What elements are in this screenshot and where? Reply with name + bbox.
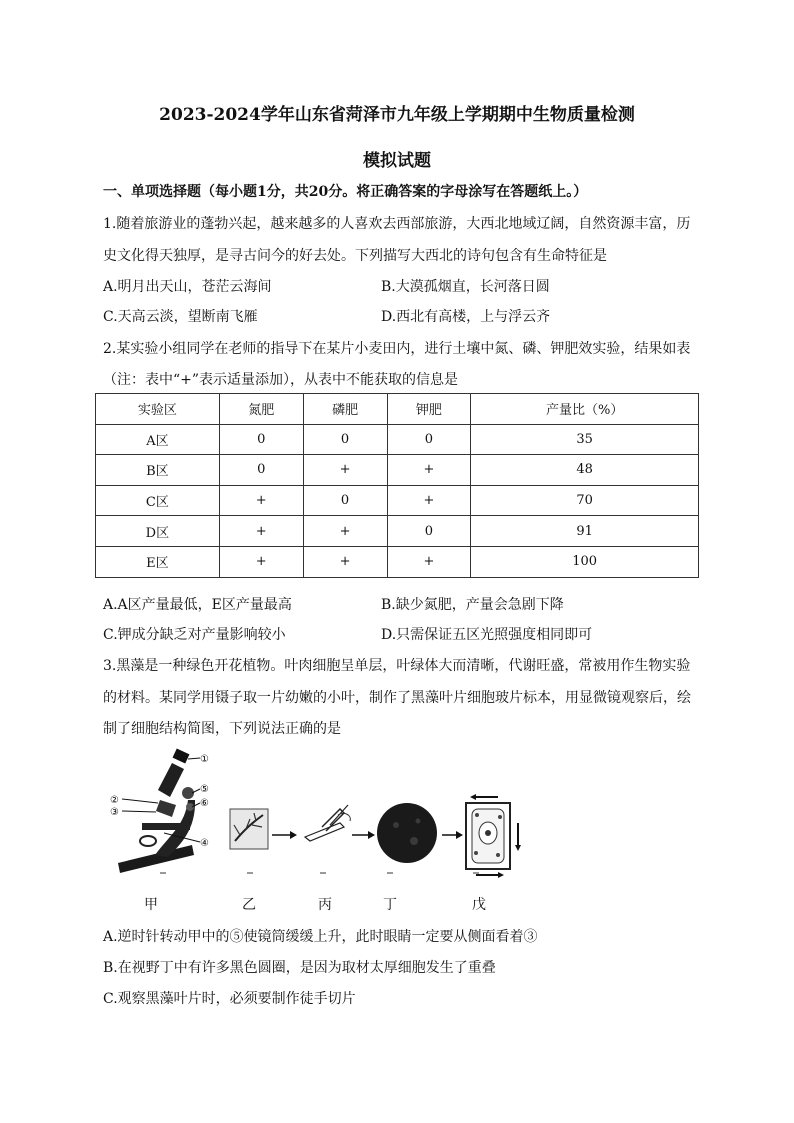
exam-title: 2023-2024学年山东省菏泽市九年级上学期期中生物质量检测	[159, 105, 635, 125]
table-cell: +	[219, 546, 303, 577]
table-cell: 48	[471, 455, 699, 486]
q3-option-a: A.逆时针转动甲中的⑤使镜筒缓缓上升，此时眼睛一定要从侧面看着③	[103, 929, 538, 945]
table-cell: 0	[387, 516, 471, 547]
table-cell: 0	[387, 424, 471, 455]
cell-diagram-illustration	[466, 794, 521, 878]
table-cell: +	[303, 546, 387, 577]
q3-stem-line2: 的材料。某同学用镊子取一片幼嫩的小叶，制作了黑藻叶片细胞玻片标本，用显微镜观察后，绘	[103, 690, 691, 706]
callout-4: ④	[200, 838, 209, 849]
microscope-illustration	[118, 749, 200, 873]
q3-stem-line3: 制了细胞结构简图，下列说法正确的是	[103, 721, 341, 737]
fertilizer-table	[95, 393, 699, 578]
table-cell: 91	[471, 516, 699, 547]
table-cell: 35	[471, 424, 699, 455]
q2-option-d: D.只需保证五区光照强度相同即可	[381, 627, 593, 643]
q3-stem-line1: 3.黑藻是一种绿色开花植物。叶肉细胞呈单层，叶绿体大而清晰，代谢旺盛，常被用作生物实验	[103, 658, 691, 674]
table-cell: B区	[96, 455, 220, 486]
table-cell: +	[387, 455, 471, 486]
q1-option-d: D.西北有高楼，上与浮云齐	[381, 309, 551, 325]
q1-option-a: A.明月出天山，苍茫云海间	[103, 279, 272, 295]
table-header: 实验区	[96, 394, 220, 425]
callout-2: ②	[110, 795, 119, 806]
figure-label-jia: 甲	[144, 897, 158, 913]
table-row	[96, 455, 699, 486]
q3-option-b: B.在视野丁中有许多黑色圆圈，是因为取材太厚细胞发生了重叠	[103, 960, 496, 976]
table-header: 磷肥	[303, 394, 387, 425]
figure-label-yi: 乙	[242, 897, 256, 913]
table-row	[96, 546, 699, 577]
arrow-icon	[456, 831, 463, 839]
table-header-row	[96, 394, 699, 425]
field-of-view-illustration	[377, 803, 437, 863]
table-row	[96, 424, 699, 455]
table-cell: D区	[96, 516, 220, 547]
table-cell: +	[387, 546, 471, 577]
table-cell: A区	[96, 424, 220, 455]
table-row	[96, 516, 699, 547]
table-cell: 100	[471, 546, 699, 577]
tweezers-illustration	[305, 805, 350, 841]
table-cell: 0	[303, 424, 387, 455]
table-header: 产量比（%）	[471, 394, 699, 425]
q2-option-a: A.A区产量最低，E区产量最高	[103, 597, 292, 613]
callout-3: ③	[110, 807, 119, 818]
callout-6: ⑥	[200, 798, 209, 809]
arrow-icon	[368, 831, 375, 839]
figure-label-bing: 丙	[318, 897, 332, 913]
table-row	[96, 485, 699, 516]
q3-option-c: C.观察黑藻叶片时，必须要制作徒手切片	[103, 991, 356, 1007]
table-header: 钾肥	[387, 394, 471, 425]
table-cell: C区	[96, 485, 220, 516]
table-cell: +	[219, 516, 303, 547]
section-heading: 一、单项选择题（每小题1分，共20分。将正确答案的字母涂写在答题纸上。）	[103, 184, 588, 200]
table-cell: 0	[219, 455, 303, 486]
table-cell: 70	[471, 485, 699, 516]
figure-label-ding: 丁	[383, 897, 397, 913]
leaf-sample-illustration	[230, 809, 268, 849]
table-header: 氮肥	[219, 394, 303, 425]
table-cell: +	[387, 485, 471, 516]
q2-stem-line1: 2.某实验小组同学在老师的指导下在某片小麦田内，进行土壤中氮、磷、钾肥效实验，结果如表	[103, 341, 691, 357]
q2-option-b: B.缺少氮肥，产量会急剧下降	[381, 597, 564, 613]
q1-stem-line2: 史文化得天独厚，是寻古问今的好去处。下列描写大西北的诗句包含有生命特征是	[103, 248, 607, 264]
callout-1: ①	[200, 754, 209, 765]
figure-label-wu: 戊	[472, 897, 486, 913]
q2-option-c: C.钾成分缺乏对产量影响较小	[103, 627, 286, 643]
table-cell: 0	[219, 424, 303, 455]
q1-stem-line1: 1.随着旅游业的蓬勃兴起，越来越多的人喜欢去西部旅游，大西北地域辽阔，自然资源丰富，历	[103, 216, 691, 232]
arrow-icon	[290, 831, 297, 839]
q1-option-c: C.天高云淡，望断南飞雁	[103, 309, 258, 325]
table-cell: E区	[96, 546, 220, 577]
table-cell: +	[219, 485, 303, 516]
table-cell: +	[303, 516, 387, 547]
exam-subtitle: 模拟试题	[363, 151, 431, 171]
callout-5: ⑤	[200, 784, 209, 795]
table-cell: +	[303, 455, 387, 486]
q2-stem-line2: （注：表中“+”表示适量添加），从表中不能获取的信息是	[103, 372, 459, 388]
q1-option-b: B.大漠孤烟直，长河落日圆	[381, 279, 550, 295]
table-cell: 0	[303, 485, 387, 516]
